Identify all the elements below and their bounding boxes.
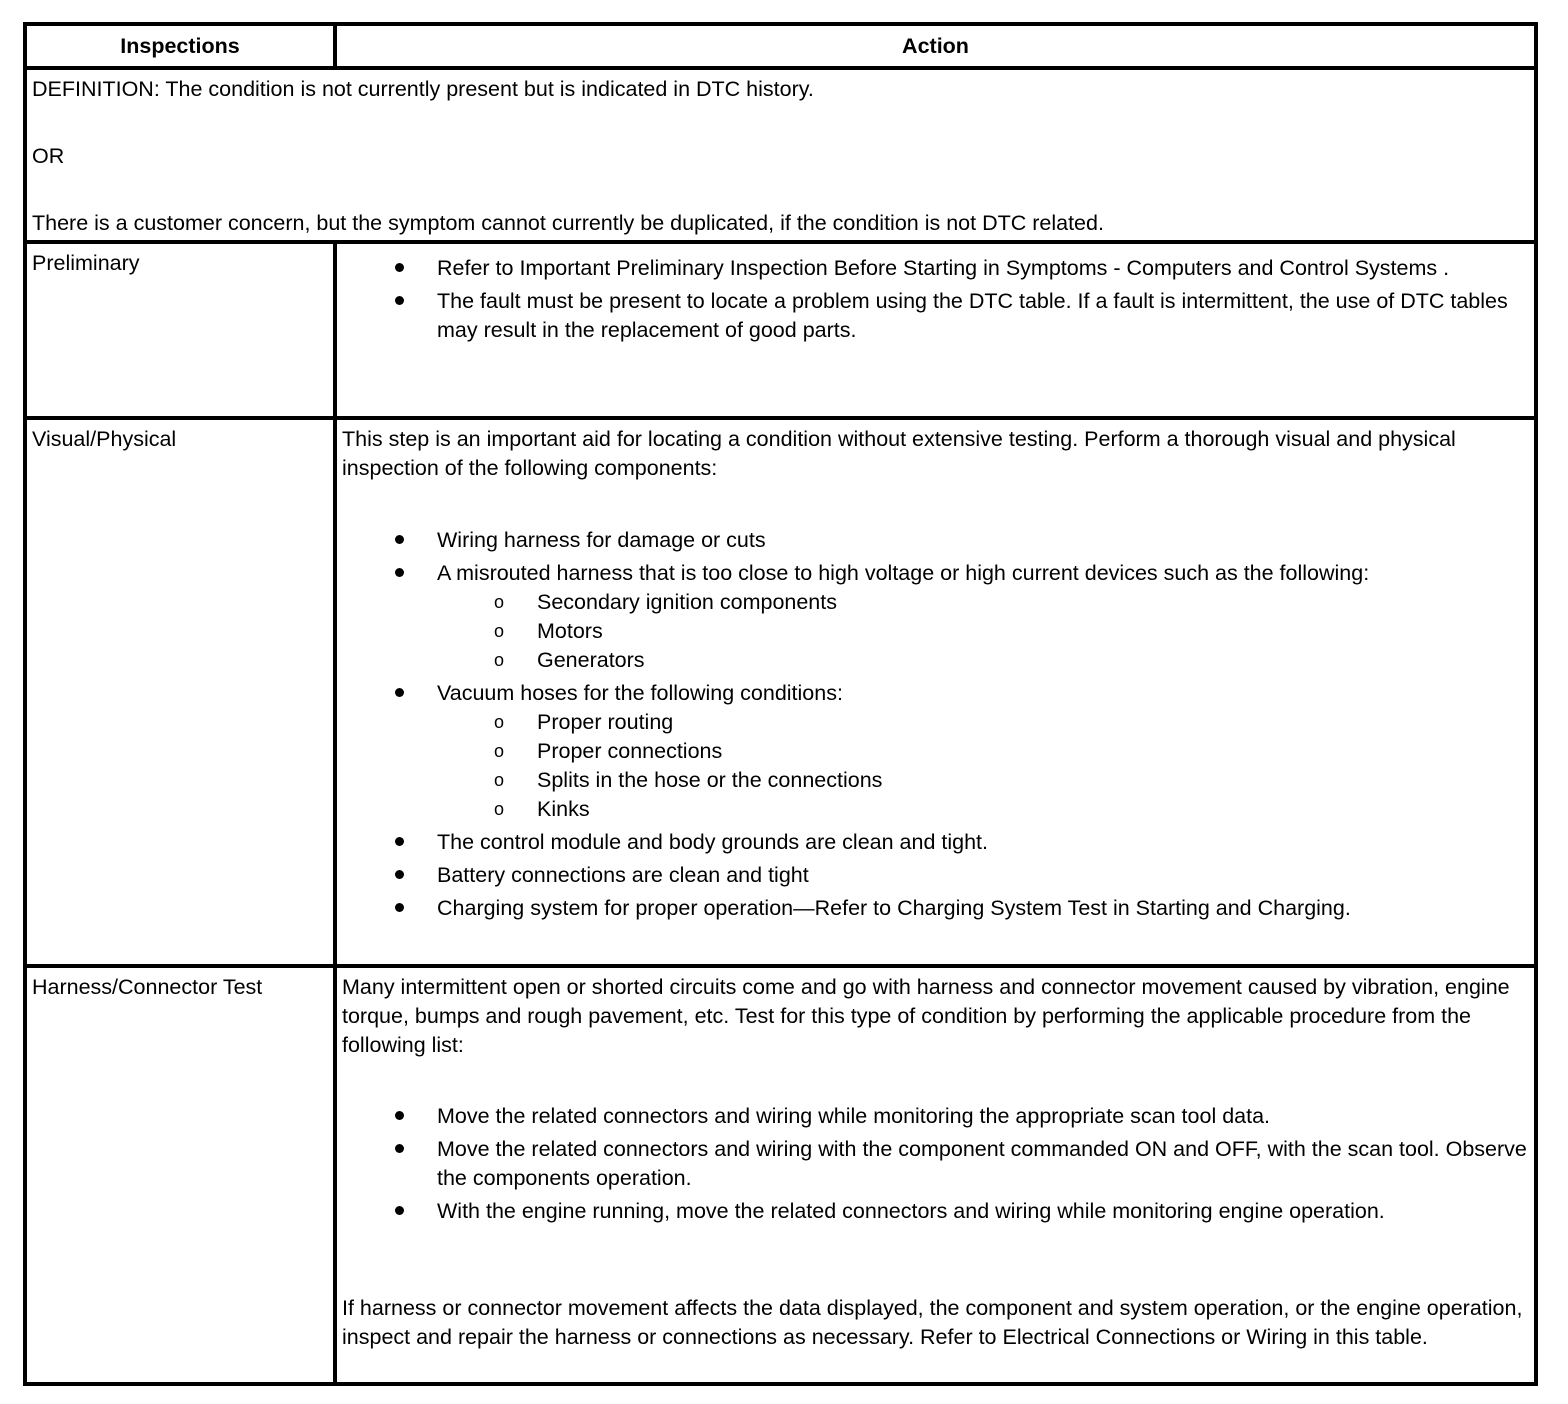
list-item: With the engine running, move the related connectors and wiring while monitoring engine operation.: [337, 1197, 1528, 1226]
bullet-icon: [389, 861, 409, 890]
bullet-icon: [389, 828, 409, 857]
list-item: Charging system for proper operation—Refer to Charging System Test in Starting and Charging.: [337, 894, 1528, 923]
hollow-bullet-icon: o: [493, 799, 504, 819]
bullet-icon: [389, 894, 409, 923]
list-item: Vacuum hoses for the following conditions:: [337, 679, 1528, 708]
row-label-preliminary: Preliminary: [32, 251, 140, 275]
list-item: A misrouted harness that is too close to high voltage or high current devices such as the following:: [337, 559, 1528, 588]
sub-list-item: o Generators: [337, 646, 1528, 675]
list-item: Refer to Important Preliminary Inspection Before Starting in Symptoms - Computers and Control Systems .: [337, 254, 1528, 283]
row-label-visual-physical: Visual/Physical: [32, 427, 177, 451]
definition-or: OR: [32, 144, 65, 168]
table-row-preliminary: [27, 240, 1534, 416]
list-item: Move the related connectors and wiring with the component commanded ON and OFF, with the scan tool. Observe the components operation.: [337, 1135, 1528, 1193]
cell-harness-action: [333, 968, 1534, 1382]
list-item: The control module and body grounds are clean and tight.: [337, 828, 1528, 857]
list-item: Wiring harness for damage or cuts: [337, 526, 1528, 555]
cell-visual-action: [333, 420, 1534, 964]
table-header-row: [27, 26, 1534, 66]
sub-list-item: o Motors: [337, 617, 1528, 646]
table-row-harness-connector: [27, 964, 1534, 1382]
table-row-visual-physical: [27, 416, 1534, 964]
hollow-bullet-icon: o: [493, 712, 504, 732]
cell-harness-label: [27, 968, 333, 1382]
bullet-icon: [389, 559, 409, 588]
definition-alt-text: There is a customer concern, but the symptom cannot currently be duplicated, if the condition is not DTC related.: [32, 211, 1104, 235]
header-cell-inspections: [27, 26, 333, 66]
hollow-bullet-icon: o: [493, 650, 504, 670]
hollow-bullet-icon: o: [493, 770, 504, 790]
bullet-icon: [389, 1135, 409, 1164]
sub-list-item: o Splits in the hose or the connections: [337, 766, 1528, 795]
bullet-icon: [389, 1102, 409, 1131]
bullet-icon: [389, 287, 409, 316]
list-item: Battery connections are clean and tight: [337, 861, 1528, 890]
sub-list-item: o Proper routing: [337, 708, 1528, 737]
row-label-harness-connector: Harness/Connector Test: [32, 975, 263, 999]
list-item: The fault must be present to locate a problem using the DTC table. If a fault is intermittent, the use of DTC tables may result in the replacement of good parts.: [337, 287, 1528, 345]
definition-row: [27, 66, 1534, 240]
hollow-bullet-icon: o: [493, 621, 504, 641]
cell-preliminary-action: [333, 244, 1534, 416]
harness-intro: Many intermittent open or shorted circuits come and go with harness and connector movement caused by vibration, engine torque, bumps and rough pavement, etc. Test for this type of condition by performing the applicable procedure from the following list:: [342, 975, 1510, 1057]
header-cell-action: [333, 26, 1534, 66]
cell-preliminary-label: [27, 244, 333, 416]
bullet-icon: [389, 1197, 409, 1226]
visual-intro: This step is an important aid for locating a condition without extensive testing. Perform a thorough visual and physical inspection of the following components:: [342, 427, 1456, 480]
list-item: Move the related connectors and wiring while monitoring the appropriate scan tool data.: [337, 1102, 1528, 1131]
definition-text: DEFINITION: The condition is not currently present but is indicated in DTC history.: [32, 77, 814, 101]
bullet-icon: [389, 526, 409, 555]
definition-cell: [27, 70, 1534, 240]
header-action: Action: [902, 34, 969, 58]
bullet-icon: [389, 254, 409, 283]
hollow-bullet-icon: o: [493, 741, 504, 761]
inspections-table: [23, 22, 1538, 1386]
header-inspections: Inspections: [120, 34, 240, 58]
hollow-bullet-icon: o: [493, 592, 504, 612]
cell-visual-label: [27, 420, 333, 964]
sub-list-item: o Secondary ignition components: [337, 588, 1528, 617]
bullet-icon: [389, 679, 409, 708]
harness-outro: If harness or connector movement affects the data displayed, the component and system operation, or the engine operation, inspect and repair the harness or connections as necessary. Refer to Electrical Connections or Wiring in this table.: [342, 1296, 1523, 1349]
sub-list-item: o Kinks: [337, 795, 1528, 824]
sub-list-item: o Proper connections: [337, 737, 1528, 766]
